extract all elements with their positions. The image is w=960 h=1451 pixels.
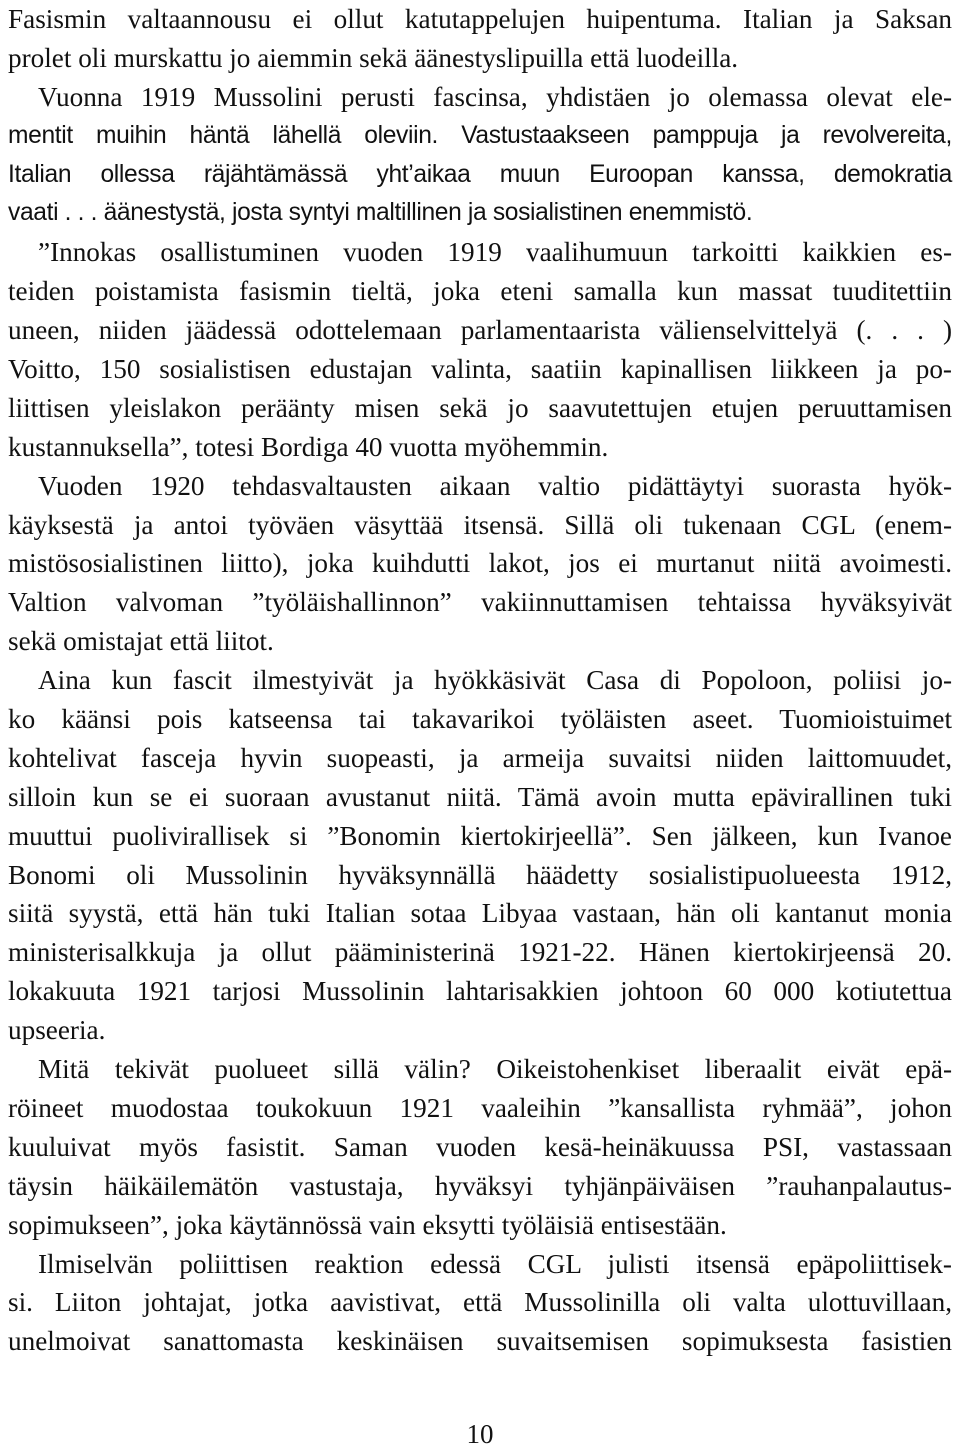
text-line: lokakuuta 1921 tarjosi Mussolinin lahtarisakkien johtoon 60 000 kotiutettua [8, 976, 952, 1007]
text-line: Italian ollessa räjähtämässä yht’aikaa muun Euroopan kanssa, demokratia [8, 160, 952, 188]
text-line: Mitä tekivät puolueet sillä välin? Oikeistohenkiset liberaalit eivät epä- [38, 1054, 952, 1085]
text-line: si. Liiton johtajat, jotka aavistivat, että Mussolinilla oli valta ulottuvillaan, [8, 1287, 952, 1318]
text-line: Vuoden 1920 tehdasvaltausten aikaan valtio pidättäytyi suorasta hyök- [38, 470, 952, 501]
text-line: unelmoivat sanattomasta keskinäisen suvaitsemisen sopimuksesta fasistien [8, 1326, 952, 1357]
text-line: ko käänsi pois katseensa tai takavarikoi työläisten aseet. Tuomioistuimet [8, 704, 952, 735]
text-line: kuuluivat myös fasistit. Saman vuoden kesä-heinäkuussa PSI, vastassaan [8, 1131, 952, 1162]
text-line: Fasismin valtaannousu ei ollut katutappelujen huipentuma. Italian ja Saksan [8, 4, 952, 34]
text-line: ”Innokas osallistuminen vuoden 1919 vaalihumuun tarkoitti kaikkien es- [38, 237, 952, 268]
text-line: teiden poistamista fasismin tieltä, joka eteni samalla kun massat tuuditettiin [8, 276, 952, 307]
text-line: muuttui puolivirallisek si ”Bonomin kiertokirjeellä”. Sen jälkeen, kun Ivanoe [8, 820, 952, 851]
text-line: upseeria. [8, 1015, 106, 1046]
text-line: mentit muihin häntä lähellä oleviin. Vastustaakseen pamppuja ja revolvereita, [8, 121, 952, 149]
text-line: prolet oli murskattu jo aiemmin sekä äänestyslipuilla että luodeilla. [8, 42, 739, 73]
text-line: silloin kun se ei suoraan avustanut niitä. Tämä avoin mutta epävirallinen tuki [8, 781, 952, 812]
text-line: kohtelivat fasceja hyvin suopeasti, ja armeija suvaitsi niiden laittomuudet, [8, 742, 952, 773]
text-line: uneen, niiden jäädessä odottelemaan parlamentaarista välienselvittelyä (. . . ) [8, 315, 952, 346]
text-line: ministerisalkkuja ja ollut pääministerinä 1921-22. Hänen kiertokirjeensä 20. [8, 937, 952, 968]
text-line: röineet muodostaa toukokuun 1921 vaaleihin ”kansallista ryhmää”, johon [8, 1092, 952, 1123]
text-line: vaati . . . äänestystä, josta syntyi maltillinen ja sosialistinen enemmistö. [8, 199, 753, 227]
text-line: liittisen yleislakon peräänty misen sekä jo saavutettujen etujen peruuttamisen [8, 392, 952, 423]
text-line: mistösosialistinen liitto), joka kuihdutti lakot, jos ei murtanut niitä avoimesti. [8, 548, 952, 579]
text-line: siitä syystä, että hän tuki Italian sotaa Libyaa vastaan, hän oli kantanut monia [8, 898, 952, 929]
text-line: Aina kun fascit ilmestyivät ja hyökkäsivät Casa di Popoloon, poliisi jo- [38, 665, 952, 696]
text-line: käyksestä ja antoi työväen väsyttää itsensä. Sillä oli tukenaan CGL (enem- [8, 509, 952, 540]
text-line: Voitto, 150 sosialistisen edustajan valinta, saatiin kapinallisen liikkeen ja po- [8, 354, 952, 385]
page-number: 10 [466, 1419, 494, 1449]
document-page [8, 0, 952, 1361]
text-line: Vuonna 1919 Mussolini perusti fascinsa, yhdistäen jo olemassa olevat ele- [38, 81, 952, 112]
text-line: sopimukseen”, joka käytännössä vain eksytti työläisiä entisestään. [8, 1209, 727, 1240]
text-line: Ilmiselvän poliittisen reaktion edessä CGL julisti itsensä epäpoliittisek- [38, 1248, 952, 1279]
text-line: Bonomi oli Mussolinin hyväksynnällä häädetty sosialistipuolueesta 1912, [8, 859, 952, 890]
text-line: Valtion valvoman ”työläishallinnon” vakiinnuttamisen tehtaissa hyväksyivät [8, 587, 952, 618]
text-line: sekä omistajat että liitot. [8, 626, 274, 657]
text-line: täysin häikäilemätön vastustaja, hyväksyi tyhjänpäiväisen ”rauhanpalautus- [8, 1170, 952, 1201]
text-line: kustannuksella”, totesi Bordiga 40 vuotta myöhemmin. [8, 431, 609, 462]
